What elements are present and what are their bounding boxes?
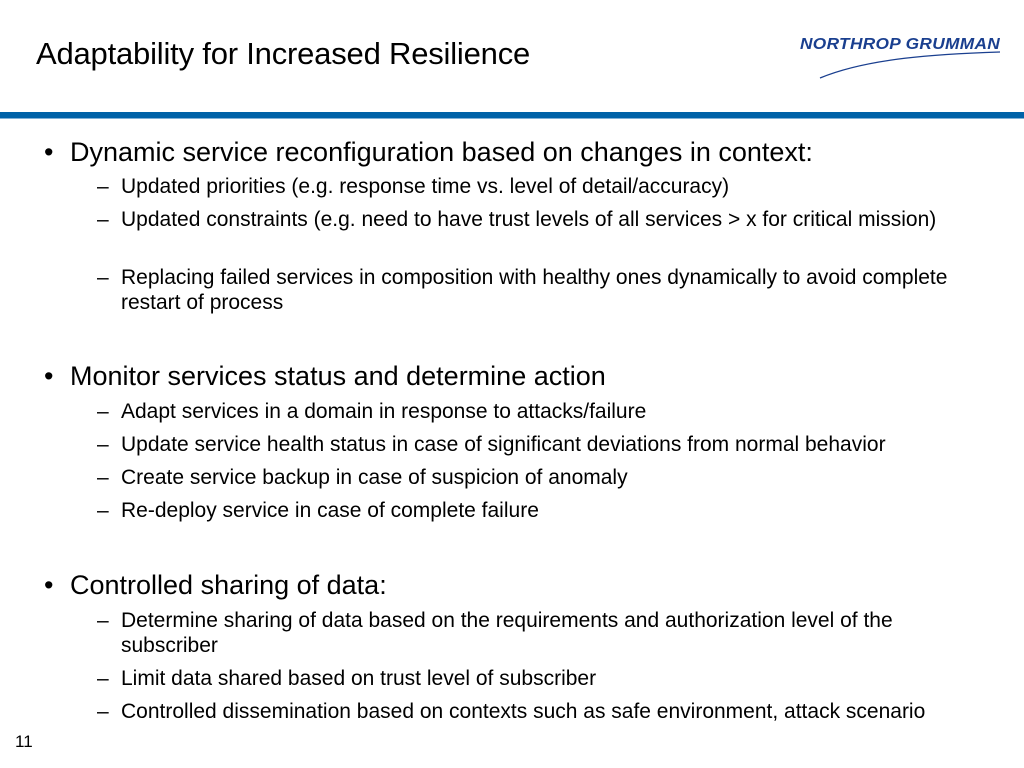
sub-bullet-text: Updated constraints (e.g. need to have trust levels of all services > x for critical mission) bbox=[121, 208, 937, 231]
sub-bullet-text: Replacing failed services in composition with healthy ones dynamically to avoid complete restart of process bbox=[121, 266, 948, 314]
sub-bullet-text: Create service backup in case of suspicion of anomaly bbox=[121, 466, 628, 489]
sub-bullet-text: Limit data shared based on trust level of subscriber bbox=[121, 667, 597, 690]
dash-marker: – bbox=[97, 609, 109, 632]
sub-bullet-item bbox=[97, 609, 977, 658]
sub-bullet-item bbox=[97, 466, 977, 491]
dash-marker: – bbox=[97, 433, 109, 456]
dash-marker: – bbox=[97, 466, 109, 489]
page-number: 11 bbox=[15, 732, 33, 751]
northrop-grumman-logo bbox=[798, 36, 1002, 82]
sub-bullet-text: Determine sharing of data based on the requirements and authorization level of the subscriber bbox=[121, 609, 893, 657]
dash-marker: – bbox=[97, 175, 109, 198]
sub-bullet-item bbox=[97, 175, 977, 200]
sub-bullet-text: Re-deploy service in case of complete failure bbox=[121, 499, 539, 522]
sub-bullet-item bbox=[97, 433, 977, 458]
bullet-text: Controlled sharing of data: bbox=[70, 570, 387, 600]
slide-title: Adaptability for Increased Resilience bbox=[36, 36, 531, 71]
dash-marker: – bbox=[97, 499, 109, 522]
sub-bullet-item bbox=[97, 266, 977, 315]
sub-bullet-text: Controlled dissemination based on contexts such as safe environment, attack scenario bbox=[121, 700, 926, 723]
dash-marker: – bbox=[97, 266, 109, 289]
bullet-item bbox=[44, 570, 387, 600]
logo-text: NORTHROP GRUMMAN bbox=[800, 36, 1001, 53]
bullet-item bbox=[44, 361, 606, 391]
dash-marker: – bbox=[97, 700, 109, 723]
dash-marker: – bbox=[97, 667, 109, 690]
bullet-dot: • bbox=[44, 137, 54, 167]
sub-bullet-item bbox=[97, 208, 977, 233]
dash-marker: – bbox=[97, 400, 109, 423]
dash-marker: – bbox=[97, 208, 109, 231]
bullet-dot: • bbox=[44, 361, 54, 391]
bullet-item bbox=[44, 137, 813, 167]
sub-bullet-text: Updated priorities (e.g. response time vs. level of detail/accuracy) bbox=[121, 175, 730, 198]
bullet-text: Dynamic service reconfiguration based on changes in context: bbox=[70, 137, 813, 167]
bullet-text: Monitor services status and determine action bbox=[70, 361, 606, 391]
logo-swoosh-icon bbox=[798, 36, 1002, 82]
sub-bullet-item bbox=[97, 667, 977, 692]
sub-bullet-item bbox=[97, 499, 977, 524]
sub-bullet-text: Update service health status in case of significant deviations from normal behavior bbox=[121, 433, 886, 456]
sub-bullet-item bbox=[97, 400, 977, 425]
bullet-dot: • bbox=[44, 570, 54, 600]
header-divider-shadow bbox=[0, 118, 1024, 119]
sub-bullet-text: Adapt services in a domain in response to attacks/failure bbox=[121, 400, 647, 423]
sub-bullet-item bbox=[97, 700, 977, 725]
